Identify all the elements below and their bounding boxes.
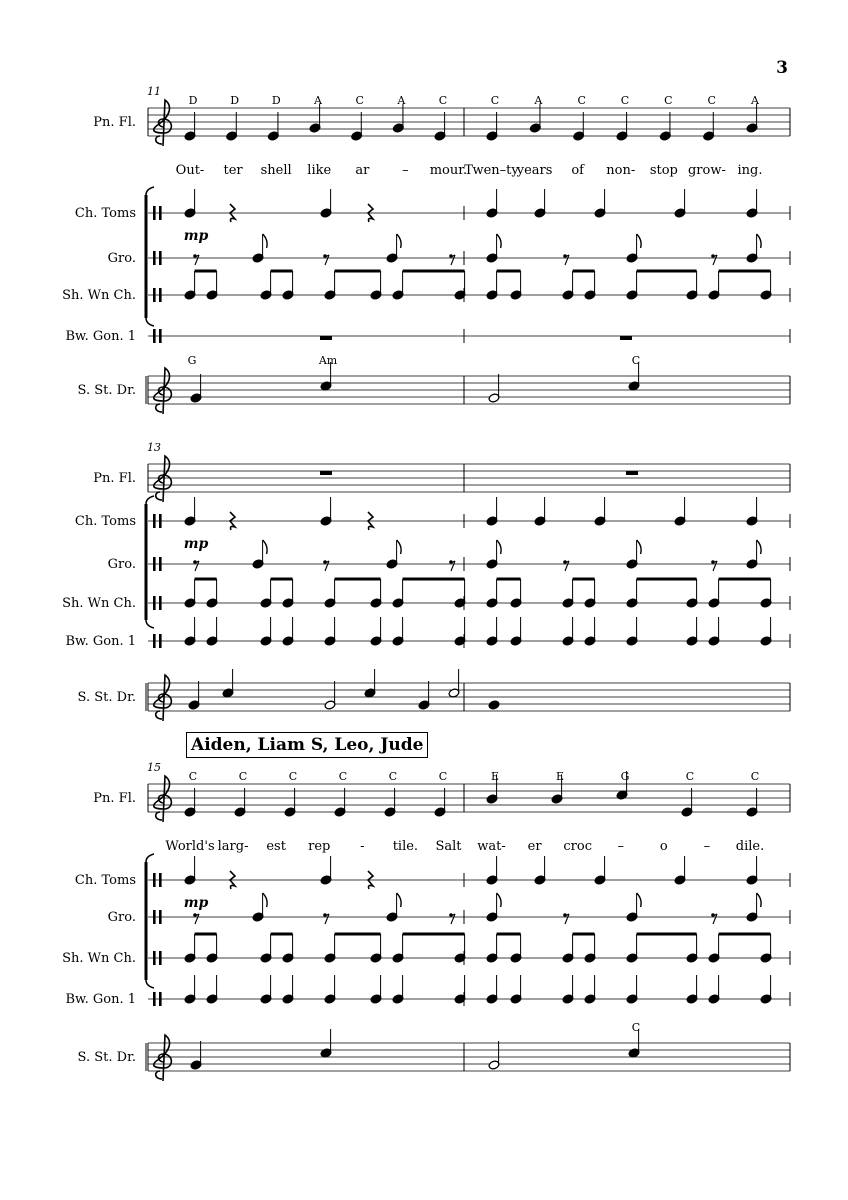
instrument-name: Sh. Wn Ch. <box>62 951 136 966</box>
percussion-clef <box>159 557 162 571</box>
chord-symbol: C <box>577 94 586 107</box>
lyric: ter <box>223 163 243 178</box>
lyric: – <box>703 839 711 854</box>
gong-whole-rest <box>320 336 332 340</box>
instrument-name: Pn. Fl. <box>93 115 136 130</box>
instrument-name: S. St. Dr. <box>77 383 136 398</box>
lyric: mour. <box>429 163 468 178</box>
chord-symbol: C <box>631 1021 641 1034</box>
chord-symbol: C <box>620 94 630 107</box>
lyric: grow- <box>687 163 726 178</box>
flag <box>497 893 502 907</box>
chord-symbol: C <box>388 770 398 783</box>
instrument-name: S. St. Dr. <box>77 1050 136 1065</box>
chord-symbol: D <box>188 94 198 107</box>
lyric: like <box>307 163 332 178</box>
chord-symbol: A <box>534 94 543 107</box>
percussion-clef <box>159 514 162 528</box>
percussion-clef <box>159 329 162 343</box>
instrument-name: Sh. Wn Ch. <box>62 596 136 611</box>
chord-symbol: C <box>685 770 695 783</box>
chord-symbol: C <box>355 94 364 107</box>
percussion-clef <box>159 873 162 887</box>
lyric: tile. <box>392 839 419 854</box>
flag <box>497 540 502 554</box>
lyric: ing. <box>737 163 763 178</box>
page-number: 3 <box>776 58 788 78</box>
lyric: Twen–ty <box>464 163 519 178</box>
instrument-name: Bw. Gon. 1 <box>65 634 136 649</box>
percussion-clef <box>159 951 162 965</box>
chord-symbol: D <box>230 94 240 107</box>
dynamic-mark: mp <box>183 536 209 552</box>
instrument-name: Gro. <box>107 557 136 572</box>
instrument-name: Bw. Gon. 1 <box>65 329 136 344</box>
flag <box>637 893 642 907</box>
treble-clef <box>154 456 172 502</box>
treble-clef <box>154 100 172 146</box>
flag <box>263 893 268 907</box>
instrument-name: Ch. Toms <box>74 873 136 888</box>
flute-whole-rest <box>320 471 332 475</box>
measure-number: 11 <box>147 85 161 98</box>
flag <box>397 893 402 907</box>
instrument-name: Ch. Toms <box>74 206 136 221</box>
treble-clef <box>154 368 172 414</box>
percussion-clef <box>153 596 156 610</box>
chord-symbol: Am <box>318 354 338 367</box>
percussion-clef <box>159 206 162 220</box>
instrument-name: Pn. Fl. <box>93 471 136 486</box>
chord-symbol: C <box>707 94 716 107</box>
treble-clef <box>154 776 172 822</box>
lyric: croc <box>563 839 592 854</box>
chord-symbol: C <box>490 94 500 107</box>
treble-clef <box>154 1035 172 1081</box>
chord-symbol: D <box>271 94 281 107</box>
flag <box>263 540 268 554</box>
lyric: Salt <box>435 839 462 854</box>
flag <box>497 234 502 248</box>
instrument-name: Pn. Fl. <box>93 791 136 806</box>
lyric: - <box>360 839 365 854</box>
lyric: Out- <box>175 163 205 178</box>
instrument-name: Ch. Toms <box>74 514 136 529</box>
percussion-clef <box>159 288 162 302</box>
flag <box>397 540 402 554</box>
lyric: non- <box>606 163 636 178</box>
lyric: ar <box>355 163 370 178</box>
instrument-name: S. St. Dr. <box>77 690 136 705</box>
lyric: rep <box>308 839 331 854</box>
chord-symbol: G <box>620 770 630 783</box>
instrument-name: Sh. Wn Ch. <box>62 288 136 303</box>
flag <box>637 540 642 554</box>
lyric: – <box>402 163 409 178</box>
percussion-clef <box>153 951 156 965</box>
measure-number: 13 <box>147 441 161 454</box>
percussion-clef <box>159 634 162 648</box>
chord-symbol: C <box>438 94 448 107</box>
lyric: o <box>659 839 668 854</box>
flag <box>397 234 402 248</box>
lyric: stop <box>649 163 678 178</box>
percussion-clef <box>153 634 156 648</box>
gong-whole-rest <box>620 336 632 340</box>
lyric: er <box>527 839 542 854</box>
instrument-name: Gro. <box>107 910 136 925</box>
chord-symbol: A <box>314 94 322 107</box>
percussion-clef <box>159 992 162 1006</box>
chord-symbol: C <box>438 770 448 783</box>
flag <box>263 234 268 248</box>
flute-whole-rest <box>626 471 638 475</box>
flag <box>637 234 642 248</box>
percussion-clef <box>153 251 156 265</box>
lyric: years <box>516 163 553 178</box>
chord-symbol: C <box>664 94 673 107</box>
lyric: World's <box>165 839 215 854</box>
percussion-clef <box>153 514 156 528</box>
chord-symbol: A <box>751 94 759 107</box>
percussion-clef <box>153 288 156 302</box>
chord-symbol: A <box>397 94 406 107</box>
percussion-clef <box>153 992 156 1006</box>
steel-drum-note <box>488 700 500 710</box>
chord-symbol: C <box>338 770 348 783</box>
chord-symbol: C <box>750 770 760 783</box>
percussion-clef <box>153 910 156 924</box>
percussion-clef <box>159 251 162 265</box>
instrument-name: Bw. Gon. 1 <box>65 992 136 1007</box>
instrument-name: Gro. <box>107 251 136 266</box>
chord-symbol: E <box>490 770 500 783</box>
dynamic-mark: mp <box>183 895 209 911</box>
dynamic-mark: mp <box>183 228 209 244</box>
lyric: wat- <box>477 839 506 854</box>
percussion-clef <box>159 596 162 610</box>
rehearsal-mark: Aiden, Liam S, Leo, Jude <box>186 732 428 758</box>
treble-clef <box>154 675 172 721</box>
lyric: larg- <box>217 839 249 854</box>
lyric: – <box>617 839 625 854</box>
chord-symbol: C <box>238 770 248 783</box>
flag <box>757 893 762 907</box>
percussion-clef <box>153 557 156 571</box>
percussion-clef <box>159 910 162 924</box>
chord-symbol: G <box>187 354 197 367</box>
percussion-clef <box>153 329 156 343</box>
chord-symbol: E <box>555 770 565 783</box>
lyric: of <box>571 163 585 178</box>
chord-symbol: C <box>288 770 298 783</box>
flag <box>757 540 762 554</box>
percussion-clef <box>153 206 156 220</box>
lyric: dile. <box>735 839 765 854</box>
lyric: shell <box>260 163 292 178</box>
flag <box>757 234 762 248</box>
measure-number: 15 <box>147 761 161 774</box>
chord-symbol: C <box>188 770 198 783</box>
percussion-clef <box>153 873 156 887</box>
chord-symbol: C <box>631 354 641 367</box>
lyric: est <box>266 839 286 854</box>
